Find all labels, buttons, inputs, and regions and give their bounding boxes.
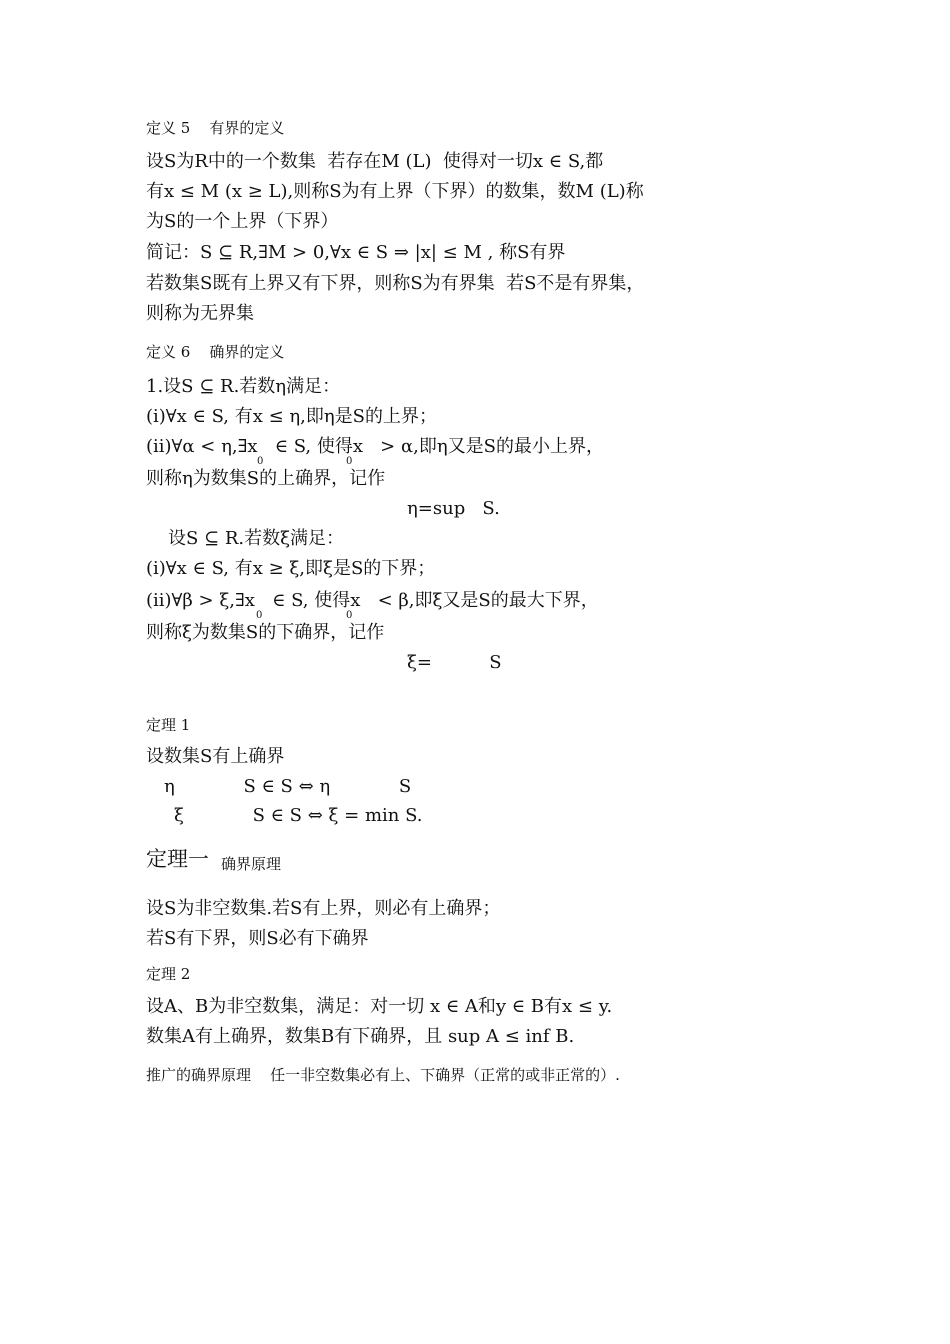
- sup-condition-ii: (ii)∀α < η,∃x ∈ S, 使得x > α,即η又是S的最小上界，: [146, 436, 604, 457]
- principle-line-1: 设S为非空数集.若S有上界，则必有上确界；: [146, 898, 501, 919]
- def5-line-1: 设S为R中的一个数集 若存在M (L) 使得对一切x ∈ S,都: [146, 151, 604, 172]
- inf-condition-ii: (ii)∀β > ξ,∃x ∈ S, 使得x < β,即ξ又是S的最大下界，: [146, 590, 599, 611]
- inf-condition-i: (i)∀x ∈ S, 有x ≥ ξ,即ξ是S的下界；: [146, 558, 436, 579]
- principle-line-2: 若S有下界，则S必有下确界: [146, 928, 369, 949]
- generalized-principle: 推广的确界原理 任一非空数集必有上、下确界（正常的或非正常的）.: [146, 1066, 620, 1084]
- subscript-zero: 0: [257, 456, 264, 467]
- subscript-zero: 0: [346, 456, 353, 467]
- thm1-line-3: ξ S ∈ S ⇔ ξ = min S.: [174, 805, 423, 826]
- sup-condition-i: (i)∀x ∈ S, 有x ≤ η,即η是S的上界；: [146, 406, 438, 427]
- inf-formula: ξ= S: [407, 652, 502, 673]
- def5-line-6: 则称为无界集: [146, 303, 254, 324]
- sup-formula: η=sup S.: [407, 498, 500, 519]
- subscript-zero: 0: [256, 610, 263, 621]
- subscript-zero: 0: [346, 610, 353, 621]
- sup-conclusion: 则称η为数集S的上确界，记作: [146, 468, 386, 489]
- principle-subheading: 确界原理: [221, 855, 282, 873]
- thm2-heading: 定理 2: [146, 965, 191, 983]
- def5-heading: 定义 5 有界的定义: [146, 119, 285, 137]
- def6-heading: 定义 6 确界的定义: [146, 343, 285, 361]
- thm1-line-2: η S ∈ S ⇔ η S: [164, 776, 412, 797]
- thm1-heading: 定理 1: [146, 716, 191, 734]
- def5-line-5: 若数集S既有上界又有下界，则称S为有界集 若S不是有界集，: [146, 273, 645, 294]
- thm1-line-1: 设数集S有上确界: [146, 746, 285, 767]
- sup-intro: 1.设S ⊆ R.若数η满足：: [146, 376, 341, 397]
- inf-conclusion: 则称ξ为数集S的下确界，记作: [146, 622, 385, 643]
- thm2-line-2: 数集A有上确界，数集B有下确界，且 sup A ≤ inf B.: [146, 1026, 575, 1047]
- def5-line-2: 有x ≤ M (x ≥ L),则称S为有上界（下界）的数集，数M (L)称: [146, 181, 644, 202]
- principle-heading: 定理一: [146, 847, 209, 871]
- inf-intro: 设S ⊆ R.若数ξ满足：: [168, 528, 345, 549]
- thm2-line-1: 设A、B为非空数集，满足：对一切 x ∈ A和y ∈ B有x ≤ y.: [146, 996, 613, 1017]
- def5-line-3: 为S的一个上界（下界）: [146, 211, 339, 232]
- def5-line-4: 简记：S ⊆ R,∃M > 0,∀x ∈ S ⇒ |x| ≤ M , 称S有界: [146, 242, 566, 263]
